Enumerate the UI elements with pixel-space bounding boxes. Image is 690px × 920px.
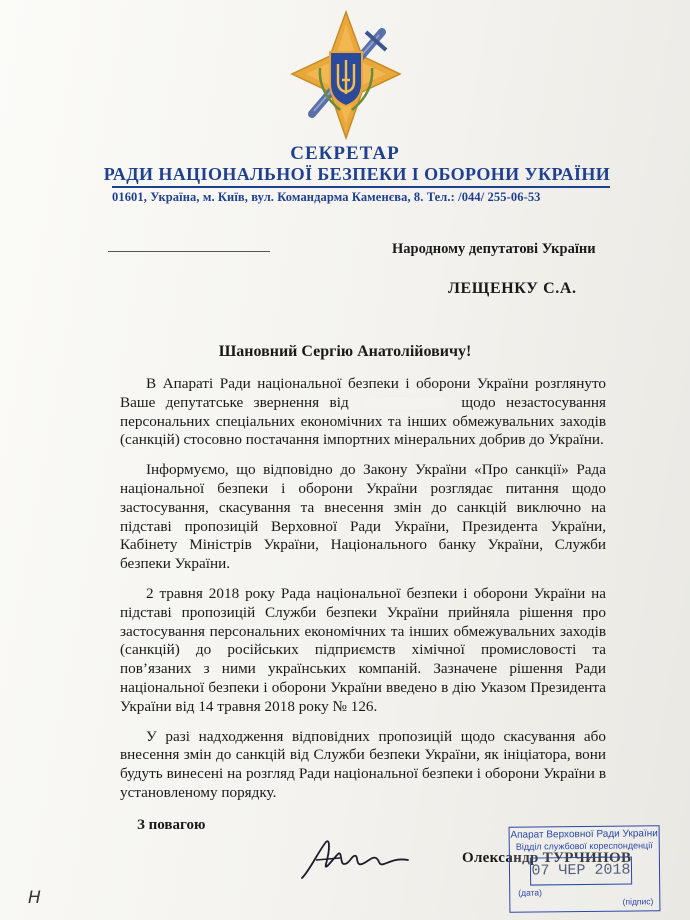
paragraph-4: У разі надходження відповідних пропозицій щодо скасування або внесення змін до санкцій від Служби безпеки України, як ініціатора, вони будуть винесені на розгляд Ради національної безпеки і оборони України в установленому порядку.: [120, 727, 606, 801]
nsdc-emblem-icon: [290, 10, 402, 142]
signer-name: Олександр ТУРЧИНОВ: [462, 850, 632, 866]
letterhead-title: СЕКРЕТАР: [290, 143, 400, 164]
addressee-name: ЛЕЩЕНКУ С.А.: [448, 280, 577, 297]
paragraph-2: Інформуємо, що відповідно до Закону України «Про санкції» Рада національної безпеки і оборони України розглядає питання щодо застосування, скасування та внесення змін до санкцій виключно на підставі пропозицій Верховної Ради України, Президента України, Кабінету Міністрів України, Національного банку України, Служби безпеки України.: [120, 461, 606, 573]
paragraph-3: 2 травня 2018 року Рада національної безпеки і оборони України на підставі пропозицій Служби безпеки України прийняла рішення про застосування персональних економічних та інших обмежувальних заходів (санкцій) до російських підприємств хімічної промисловості та пов’язаних з ними українських компаній. Зазначене рішення Ради національної безпеки і оборони України введено в дію Указом Президента України від 14 травня 2018 року № 126.: [120, 584, 606, 715]
letterhead-address: 01601, Україна, м. Київ, вул. Командарма Каменєва, 8. Тел.: /044/ 255-06-53: [112, 190, 541, 204]
handwritten-signature: [296, 830, 416, 890]
stamp-department: Відділ службової кореспонденції: [515, 840, 653, 852]
registration-stamp: [509, 825, 661, 913]
addressee-title: Народному депутатові України: [392, 241, 596, 257]
salutation: Шановний Сергію Анатолійовичу!: [218, 343, 472, 360]
closing: З повагою: [137, 817, 206, 833]
stamp-sign-label: (підпис): [622, 896, 654, 907]
paragraph-1-end: щодо незастосування персональних спеціальних економічних та інших обмежувальних заходів (санкцій) стосовно постачання імпортних мінеральних добрив до України.: [120, 393, 606, 449]
letterhead-divider: [112, 186, 610, 188]
margin-handwritten-note: Н: [28, 888, 41, 908]
redacted-date: [359, 397, 451, 409]
registration-number-line: [108, 251, 270, 252]
paragraph-1-start: В Апараті Ради національної безпеки і оборони України розглянуто Ваше депутатське звернення від: [120, 375, 606, 411]
letter-body: [120, 375, 606, 814]
paragraph-1: [120, 375, 606, 450]
stamp-org: Апарат Верховної Ради України: [510, 828, 658, 841]
stamp-date-label: (дата): [518, 887, 542, 898]
stamp-date: 07 ЧЕР 2018: [530, 857, 632, 886]
letterhead-subtitle: РАДИ НАЦІОНАЛЬНОЇ БЕЗПЕКИ І ОБОРОНИ УКРАЇНИ: [103, 164, 611, 184]
